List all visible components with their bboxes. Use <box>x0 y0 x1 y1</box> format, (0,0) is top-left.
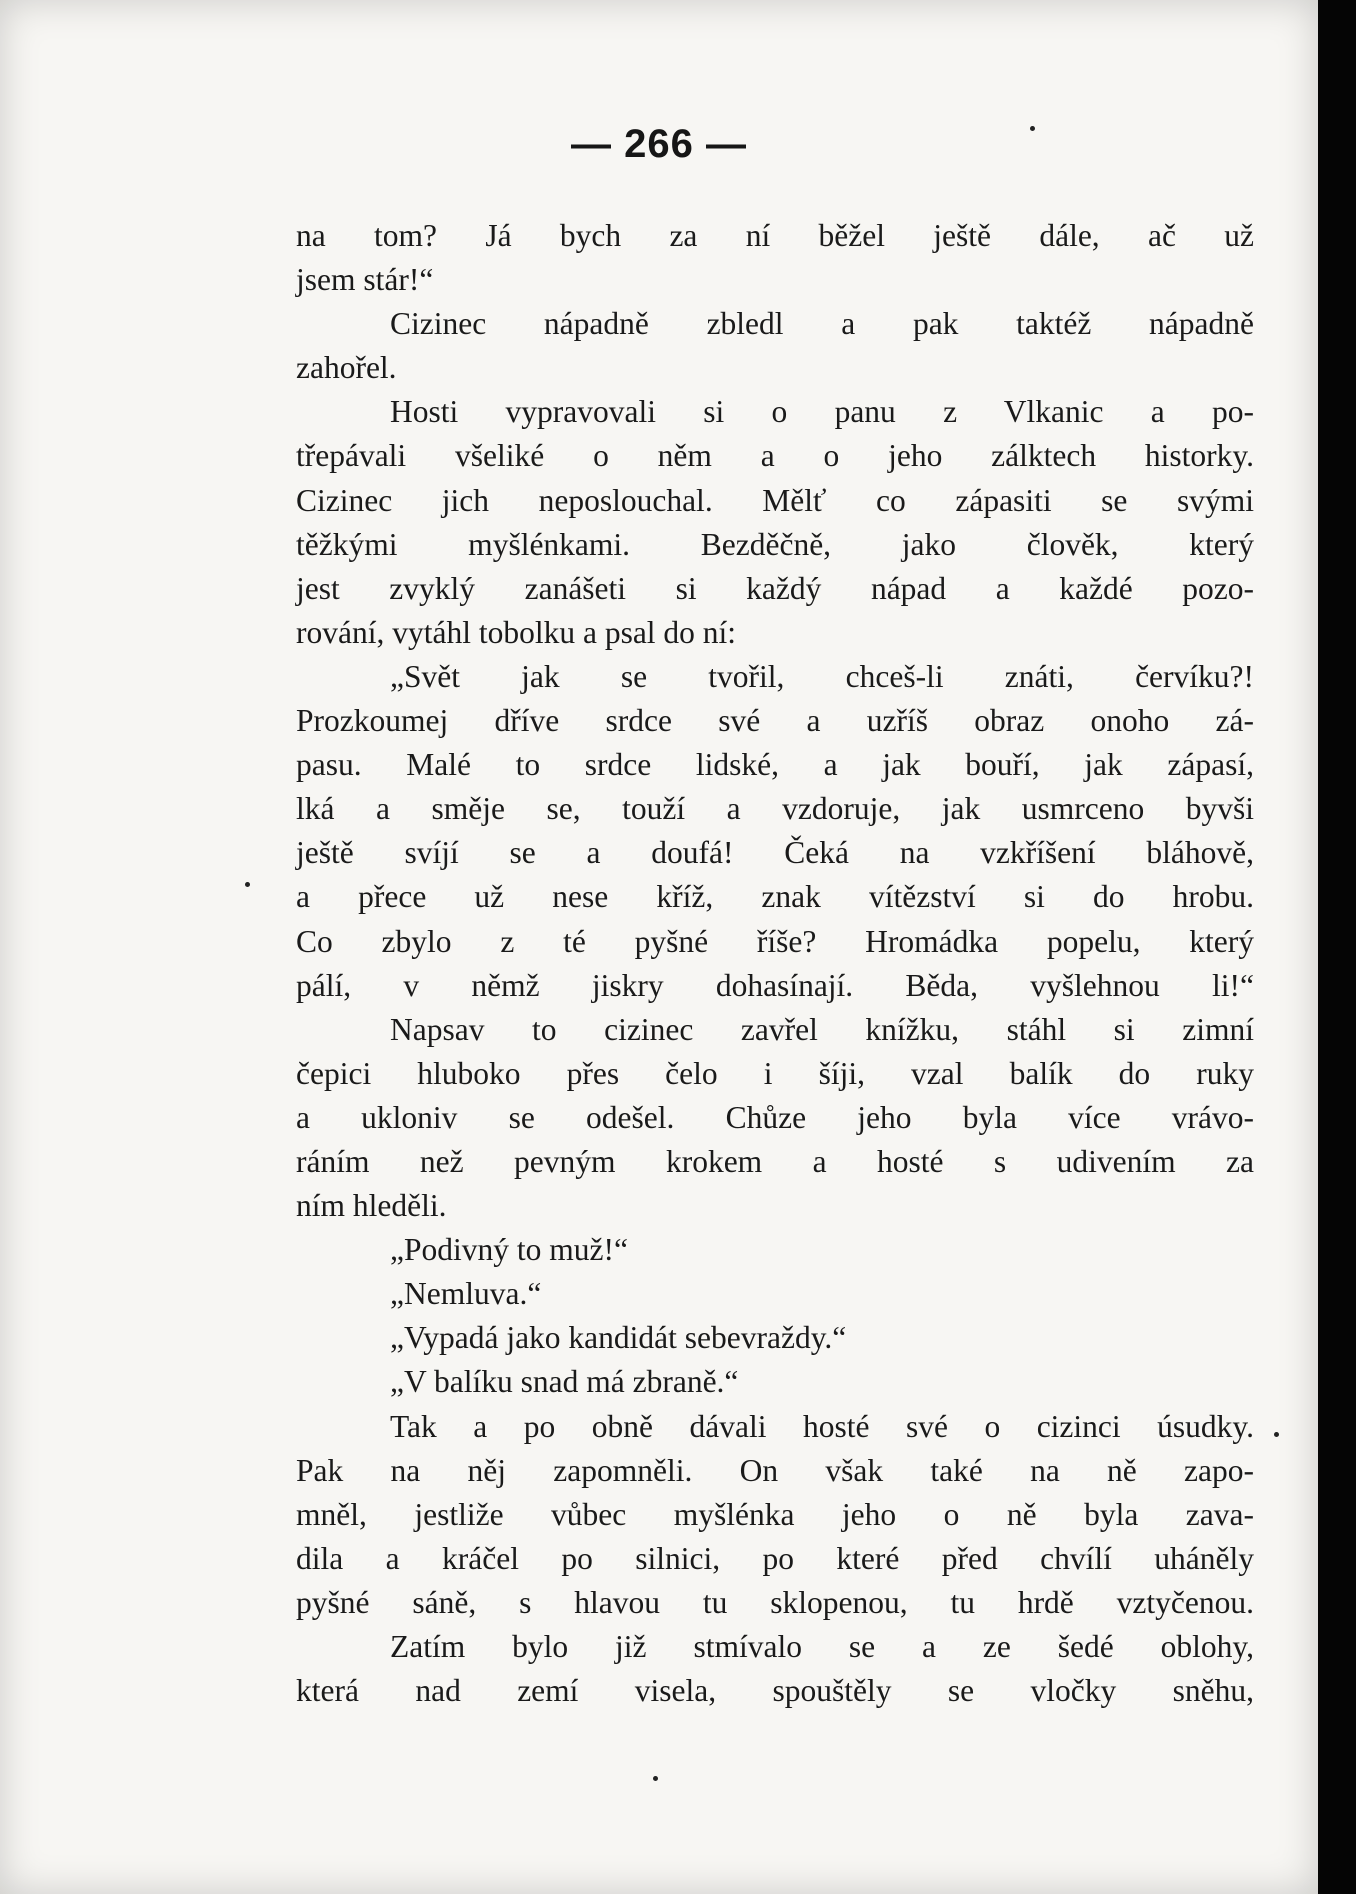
scan-edge <box>1318 0 1356 1894</box>
text-line: třepávali všeliké o něm a o jeho zálktech historky. <box>296 438 1254 474</box>
print-speck <box>245 882 250 887</box>
text-line: „V balíku snad má zbraně.“ <box>390 1364 739 1400</box>
text-line: „Nemluva.“ <box>390 1276 542 1312</box>
text-line: „Podivný to muž!“ <box>390 1232 628 1268</box>
print-speck <box>1030 126 1035 131</box>
text-line: jest zvyklý zanášeti si každý nápad a každé pozo- <box>296 570 1254 606</box>
text-line: zahořel. <box>296 350 397 386</box>
text-line: Cizinec jich neposlouchal. Mělť co zápasiti se svými <box>296 482 1254 518</box>
text-line: na tom? Já bych za ní běžel ještě dále, ač už <box>296 218 1254 253</box>
text-line: lká a směje se, touží a vzdoruje, jak usmrceno byvši <box>296 791 1254 827</box>
text-line: a ukloniv se odešel. Chůze jeho byla více vrávo- <box>296 1099 1254 1135</box>
text-line: ním hleděli. <box>296 1188 447 1224</box>
text-line: Tak a po obně dávali hosté své o cizinci úsudky. <box>390 1408 1254 1444</box>
text-line: pálí, v němž jiskry dohasínají. Běda, vyšlehnou li!“ <box>296 967 1254 1003</box>
text-line: jsem stár!“ <box>296 262 434 298</box>
text-line: Pak na něj zapomněli. On však také na ně zapo- <box>296 1452 1254 1488</box>
text-line: těžkými myšlénkami. Bezděčně, jako člověk, který <box>296 526 1254 562</box>
text-line: ještě svíjí se a doufá! Čeká na vzkříšení bláhově, <box>296 835 1254 871</box>
text-line: Zatím bylo již stmívalo se a ze šedé oblohy, <box>390 1629 1254 1664</box>
text-line: pyšné sáně, s hlavou tu sklopenou, tu hrdě vztyčenou. <box>296 1584 1254 1620</box>
text-line: Prozkoumej dříve srdce své a uzříš obraz onoho zá- <box>296 703 1254 739</box>
text-line: Co zbylo z té pyšné říše? Hromádka popelu, který <box>296 923 1254 959</box>
text-line: a přece už nese kříž, znak vítězství si do hrobu. <box>296 879 1254 915</box>
text-line: ráním než pevným krokem a hosté s udivením za <box>296 1143 1254 1179</box>
print-speck <box>1274 1432 1279 1437</box>
text-line: čepici hluboko přes čelo i šíji, vzal balík do ruky <box>296 1055 1254 1091</box>
text-line: „Svět jak se tvořil, chceš-li znáti, červíku?! <box>390 658 1254 694</box>
page-number: — 266 — <box>571 122 747 166</box>
print-speck <box>653 1776 658 1781</box>
text-line: rování, vytáhl tobolku a psal do ní: <box>296 614 737 650</box>
text-line: dila a kráčel po silnici, po které před chvílí uháněly <box>296 1540 1254 1576</box>
text-line: pasu. Malé to srdce lidské, a jak bouří, jak zápasí, <box>296 747 1254 783</box>
text-line: Cizinec nápadně zbledl a pak taktéž nápadně <box>390 306 1254 342</box>
text-line: Hosti vypravovali si o panu z Vlkanic a po- <box>390 394 1254 430</box>
text-line: „Vypadá jako kandidát sebevraždy.“ <box>390 1320 847 1356</box>
text-line: která nad zemí visela, spouštěly se vločky sněhu, <box>296 1673 1254 1709</box>
text-line: Napsav to cizinec zavřel knížku, stáhl si zimní <box>390 1011 1254 1047</box>
text-line: mněl, jestliže vůbec myšlénka jeho o ně byla zava- <box>296 1496 1254 1532</box>
body-text <box>296 214 1254 1713</box>
